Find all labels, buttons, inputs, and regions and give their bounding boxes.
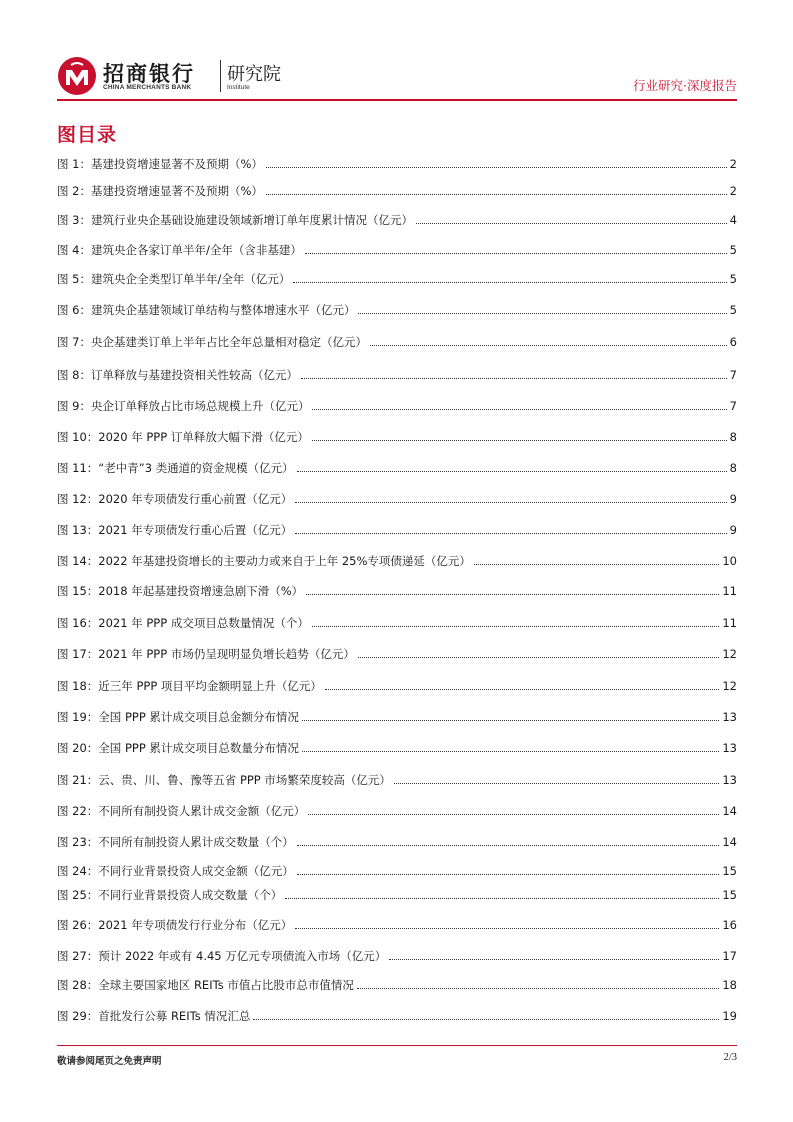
toc-entry-label: 图 28：全球主要国家地区 REITs 市值占比股市总市值情况 bbox=[57, 978, 354, 992]
toc-entry[interactable] bbox=[57, 207, 737, 227]
toc-entry-page: 17 bbox=[722, 949, 737, 963]
toc-entry-label: 图 8：订单释放与基建投资相关性较高（亿元） bbox=[57, 368, 298, 382]
toc-entry-page: 4 bbox=[729, 213, 737, 227]
toc-dot-leader bbox=[253, 1018, 719, 1020]
toc-entry[interactable] bbox=[57, 578, 737, 598]
toc-entry[interactable] bbox=[57, 972, 737, 992]
toc-entry-label: 图 23：不同所有制投资人累计成交数量（个） bbox=[57, 835, 294, 849]
toc-entry-page: 2 bbox=[729, 184, 737, 198]
toc-entry-page: 9 bbox=[729, 492, 737, 506]
toc-entry-page: 15 bbox=[722, 864, 737, 878]
toc-entry-page: 14 bbox=[722, 835, 737, 849]
toc-dot-leader bbox=[305, 252, 727, 254]
toc-entry[interactable] bbox=[57, 486, 737, 506]
toc-entry-page: 12 bbox=[722, 647, 737, 661]
toc-entry[interactable] bbox=[57, 517, 737, 537]
toc-entry-page: 13 bbox=[722, 741, 737, 755]
toc-entry-label: 图 3：建筑行业央企基础设施建设领域新增订单年度累计情况（亿元） bbox=[57, 213, 413, 227]
toc-dot-leader bbox=[357, 987, 720, 989]
toc-dot-leader bbox=[302, 750, 719, 752]
toc-entry[interactable] bbox=[57, 266, 737, 286]
toc-entry[interactable] bbox=[57, 548, 737, 568]
toc-entry-label: 图 25：不同行业背景投资人成交数量（个） bbox=[57, 888, 283, 902]
toc-dot-leader bbox=[312, 408, 726, 410]
toc-dot-leader bbox=[266, 193, 727, 195]
toc-entry-label: 图 4：建筑央企各家订单半年/全年（含非基建） bbox=[57, 243, 302, 257]
toc-dot-leader bbox=[358, 656, 720, 658]
brand-name-en: CHINA MERCHANTS BANK bbox=[103, 84, 192, 91]
toc-dot-leader bbox=[302, 719, 719, 721]
toc-entry-page: 11 bbox=[722, 584, 737, 598]
toc-entry[interactable] bbox=[57, 858, 737, 878]
toc-entry-label: 图 29：首批发行公募 REITs 情况汇总 bbox=[57, 1009, 251, 1023]
toc-entry-page: 13 bbox=[722, 773, 737, 787]
toc-entry-page: 12 bbox=[722, 679, 737, 693]
report-type-tag: 行业研究·深度报告 bbox=[633, 78, 737, 93]
toc-title: 图目录 bbox=[57, 124, 118, 146]
toc-dot-leader bbox=[266, 166, 727, 168]
toc-entry-page: 5 bbox=[729, 272, 737, 286]
toc-entry[interactable] bbox=[57, 673, 737, 693]
toc-entry[interactable] bbox=[57, 393, 737, 413]
toc-entry-label: 图 22：不同所有制投资人累计成交金额（亿元） bbox=[57, 804, 306, 818]
toc-dot-leader bbox=[297, 873, 720, 875]
toc-entry-page: 8 bbox=[729, 430, 737, 444]
toc-entry-page: 10 bbox=[722, 554, 737, 568]
toc-entry-label: 图 18：近三年 PPP 项目平均金额明显上升（亿元） bbox=[57, 679, 322, 693]
toc-entry-label: 图 26：2021 年专项债发行行业分布（亿元） bbox=[57, 918, 293, 932]
toc-dot-leader bbox=[370, 344, 727, 346]
toc-entry-page: 7 bbox=[729, 399, 737, 413]
toc-entry[interactable] bbox=[57, 704, 737, 724]
page-number: 2/3 bbox=[723, 1052, 737, 1063]
toc-entry[interactable] bbox=[57, 455, 737, 475]
toc-entry[interactable] bbox=[57, 798, 737, 818]
footer-disclaimer: 敬请参阅尾页之免责声明 bbox=[57, 1056, 162, 1067]
toc-dot-leader bbox=[394, 782, 719, 784]
toc-entry[interactable] bbox=[57, 424, 737, 444]
header-divider bbox=[57, 99, 737, 101]
toc-entry-page: 5 bbox=[729, 303, 737, 317]
toc-entry-label: 图 1：基建投资增速显著不及预期（%） bbox=[57, 157, 263, 171]
toc-entry[interactable] bbox=[57, 610, 737, 630]
toc-entry-label: 图 9：央企订单释放占比市场总规模上升（亿元） bbox=[57, 399, 310, 413]
toc-dot-leader bbox=[297, 470, 727, 472]
toc-entry[interactable] bbox=[57, 237, 737, 257]
toc-dot-leader bbox=[308, 813, 719, 815]
toc-entry-page: 11 bbox=[722, 616, 737, 630]
toc-entry[interactable] bbox=[57, 767, 737, 787]
toc-dot-leader bbox=[295, 927, 719, 929]
toc-entry[interactable] bbox=[57, 829, 737, 849]
toc-dot-leader bbox=[416, 222, 727, 224]
toc-entry-label: 图 10：2020 年 PPP 订单释放大幅下滑（亿元） bbox=[57, 430, 309, 444]
toc-entry-page: 15 bbox=[722, 888, 737, 902]
toc-entry-label: 图 11：“老中青”3 类通道的资金规模（亿元） bbox=[57, 461, 294, 475]
toc-entry-label: 图 24：不同行业背景投资人成交金额（亿元） bbox=[57, 864, 294, 878]
toc-entry[interactable] bbox=[57, 641, 737, 661]
toc-entry-label: 图 20：全国 PPP 累计成交项目总数量分布情况 bbox=[57, 741, 299, 755]
toc-dot-leader bbox=[325, 688, 719, 690]
toc-dot-leader bbox=[312, 439, 727, 441]
toc-dot-leader bbox=[295, 532, 726, 534]
toc-dot-leader bbox=[285, 897, 719, 899]
toc-entry-page: 14 bbox=[722, 804, 737, 818]
toc-entry-page: 19 bbox=[722, 1009, 737, 1023]
toc-dot-leader bbox=[293, 281, 726, 283]
toc-entry[interactable] bbox=[57, 943, 737, 963]
toc-entry-label: 图 2：基建投资增速显著不及预期（%） bbox=[57, 184, 263, 198]
toc-dot-leader bbox=[389, 958, 719, 960]
toc-dot-leader bbox=[358, 312, 726, 314]
toc-dot-leader bbox=[301, 377, 727, 379]
toc-dot-leader bbox=[312, 625, 720, 627]
toc-entry[interactable] bbox=[57, 362, 737, 382]
toc-dot-leader bbox=[306, 593, 719, 595]
toc-dot-leader bbox=[474, 563, 719, 565]
toc-dot-leader bbox=[295, 501, 726, 503]
toc-entry-label: 图 17：2021 年 PPP 市场仍呈现明显负增长趋势（亿元） bbox=[57, 647, 355, 661]
toc-entry-page: 13 bbox=[722, 710, 737, 724]
toc-entry-page: 7 bbox=[729, 368, 737, 382]
toc-entry-label: 图 15：2018 年起基建投资增速急剧下滑（%） bbox=[57, 584, 304, 598]
toc-entry-page: 16 bbox=[722, 918, 737, 932]
toc-entry-label: 图 16：2021 年 PPP 成交项目总数量情况（个） bbox=[57, 616, 309, 630]
footer-divider bbox=[57, 1045, 737, 1046]
toc-entry[interactable] bbox=[57, 178, 737, 198]
toc-entry[interactable] bbox=[57, 735, 737, 755]
page-header bbox=[57, 56, 737, 96]
toc-entry-page: 18 bbox=[722, 978, 737, 992]
brand-divider bbox=[220, 60, 221, 92]
toc-entry[interactable] bbox=[57, 912, 737, 932]
cmb-logo-icon bbox=[57, 56, 97, 96]
toc-entry-page: 5 bbox=[729, 243, 737, 257]
toc-entry[interactable] bbox=[57, 882, 737, 902]
toc-entry-page: 6 bbox=[729, 335, 737, 349]
toc-dot-leader bbox=[297, 844, 720, 846]
brand-name: 招商银行 bbox=[103, 61, 195, 86]
toc-entry-label: 图 5：建筑央企全类型订单半年/全年（亿元） bbox=[57, 272, 291, 286]
institute-name-en: Institute bbox=[227, 84, 250, 91]
toc-entry-label: 图 12：2020 年专项债发行重心前置（亿元） bbox=[57, 492, 293, 506]
toc-entry-label: 图 7：央企基建类订单上半年占比全年总量相对稳定（亿元） bbox=[57, 335, 367, 349]
toc-entry-label: 图 6：建筑央企基建领域订单结构与整体增速水平（亿元） bbox=[57, 303, 356, 317]
toc-entry[interactable] bbox=[57, 151, 737, 171]
toc-entry-page: 8 bbox=[729, 461, 737, 475]
toc-entry[interactable] bbox=[57, 297, 737, 317]
toc-entry-label: 图 13：2021 年专项债发行重心后置（亿元） bbox=[57, 523, 293, 537]
toc-entry[interactable] bbox=[57, 329, 737, 349]
toc-entry-label: 图 19：全国 PPP 累计成交项目总金额分布情况 bbox=[57, 710, 299, 724]
toc-entry-label: 图 27：预计 2022 年或有 4.45 万亿元专项债流入市场（亿元） bbox=[57, 949, 387, 963]
institute-name: 研究院 bbox=[227, 64, 281, 85]
toc-entry[interactable] bbox=[57, 1003, 737, 1023]
toc-entry-page: 9 bbox=[729, 523, 737, 537]
toc-entry-label: 图 14：2022 年基建投资增长的主要动力或来自于上年 25%专项债递延（亿元） bbox=[57, 554, 471, 568]
toc-entry-page: 2 bbox=[729, 157, 737, 171]
toc-entry-label: 图 21：云、贵、川、鲁、豫等五省 PPP 市场繁荣度较高（亿元） bbox=[57, 773, 391, 787]
